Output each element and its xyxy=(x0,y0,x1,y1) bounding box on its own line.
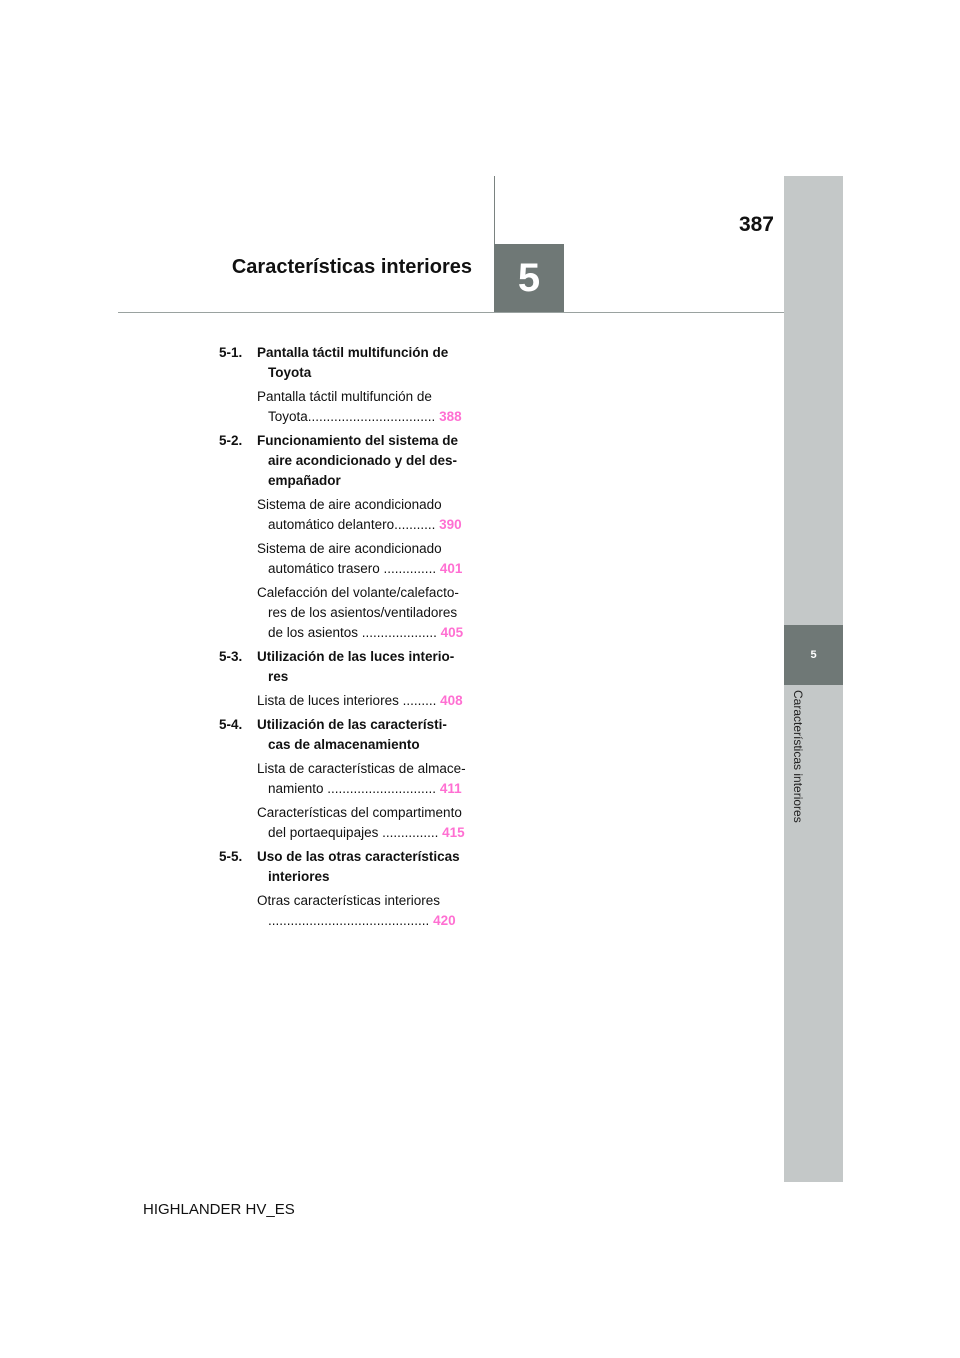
page-number: 387 xyxy=(738,213,774,236)
toc-entry[interactable] xyxy=(257,495,469,535)
footer-model: HIGHLANDER HV_ES xyxy=(143,1201,295,1218)
header-divider-vertical xyxy=(494,176,495,244)
toc-entry[interactable] xyxy=(257,539,469,579)
toc-section[interactable] xyxy=(219,431,469,491)
toc-entry-text-wrap xyxy=(257,387,469,427)
toc-entry[interactable] xyxy=(257,803,469,843)
toc-section-title: Utilización de las luces interio-res xyxy=(257,649,455,684)
toc-entry-page-link[interactable]: 420 xyxy=(433,913,456,928)
toc-entry-page-link[interactable]: 401 xyxy=(439,561,463,576)
toc-entry[interactable] xyxy=(257,691,469,711)
toc-section[interactable] xyxy=(219,847,469,887)
toc-entry-text: Sistema de aire acondicionado automático trasero .............. xyxy=(257,541,442,576)
toc-section-title: Utilización de las característi-cas de almacenamiento xyxy=(257,717,447,752)
toc-entry-text: Características del compartimento del portaequipajes ............... xyxy=(257,805,462,840)
toc-entry-text: Lista de características de almace-namiento ............................. xyxy=(257,761,466,796)
toc-entry-text: Sistema de aire acondicionado automático delantero........... xyxy=(257,497,442,532)
toc-entry[interactable] xyxy=(257,759,469,799)
toc-entry-text: Calefacción del volante/calefacto-res de los asientos/ventiladores de los asientos .................... xyxy=(257,585,459,640)
table-of-contents xyxy=(219,343,469,935)
side-tab-label: Características interiores xyxy=(791,690,805,823)
toc-section[interactable] xyxy=(219,715,469,755)
toc-entry[interactable] xyxy=(257,583,469,643)
toc-entry-text-wrap xyxy=(257,759,469,799)
toc-section-number: 5-3. xyxy=(219,649,243,664)
toc-entry-page-link[interactable]: 405 xyxy=(440,625,464,640)
toc-section-number: 5-2. xyxy=(219,433,243,448)
toc-section-title: Pantalla táctil multifunción de Toyota xyxy=(257,345,449,380)
toc-entry-text-wrap xyxy=(257,691,469,711)
header-divider-horizontal xyxy=(118,312,784,313)
toc-entry-page-link[interactable]: 390 xyxy=(439,517,462,532)
toc-section[interactable] xyxy=(219,647,469,687)
side-tab-chapter-5[interactable]: 5 xyxy=(784,625,843,685)
toc-entry[interactable] xyxy=(257,891,469,931)
toc-entry-text: Otras características interiores ........................................... xyxy=(257,893,441,928)
toc-entry-text: Lista de luces interiores ......... xyxy=(257,693,437,708)
toc-entry-page-link[interactable]: 411 xyxy=(439,781,462,796)
toc-entry-text-wrap xyxy=(257,495,469,535)
toc-entry-text-wrap xyxy=(257,583,469,643)
toc-entry-text-wrap xyxy=(257,803,469,843)
toc-section-title: Funcionamiento del sistema de aire acondicionado y del des-empañador xyxy=(257,433,459,488)
chapter-title: Características interiores xyxy=(231,256,472,278)
toc-entry-page-link[interactable]: 388 xyxy=(439,409,462,424)
toc-entry-page-link[interactable]: 415 xyxy=(442,825,465,840)
toc-section-title: Uso de las otras características interiores xyxy=(257,849,460,884)
toc-entry-text-wrap xyxy=(257,891,469,931)
chapter-number-box: 5 xyxy=(494,244,564,313)
toc-entry[interactable] xyxy=(257,387,469,427)
side-tab-label-wrap xyxy=(784,690,808,850)
toc-entry-text: Pantalla táctil multifunción de Toyota.................................. xyxy=(257,389,436,424)
toc-section-number: 5-1. xyxy=(219,345,243,360)
toc-section-number: 5-5. xyxy=(219,849,243,864)
toc-entry-text-wrap xyxy=(257,539,469,579)
toc-section-number: 5-4. xyxy=(219,717,243,732)
toc-entry-page-link[interactable]: 408 xyxy=(440,693,463,708)
toc-section[interactable] xyxy=(219,343,469,383)
